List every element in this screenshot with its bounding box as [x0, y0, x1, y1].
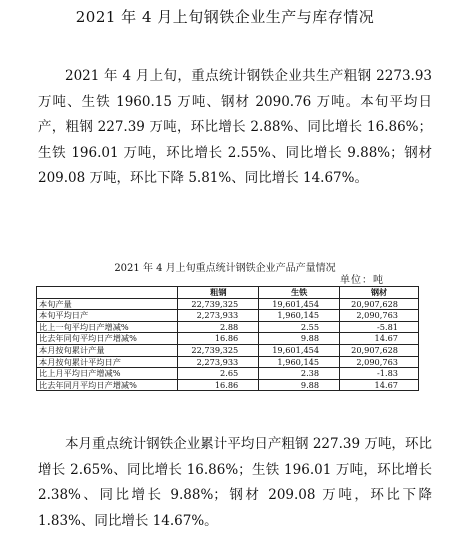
- table-cell: 16.86: [178, 379, 259, 391]
- table-cell: 22,739,325: [178, 298, 259, 310]
- table-cell: 2.55: [259, 321, 340, 333]
- monthly-summary-paragraph: 本月重点统计钢铁企业累计平均日产粗钢 227.39 万吨，环比增长 2.65%、同比增长 16.86%；生铁 196.01 万吨，环比增长 2.38%、同比增长 9.88%；钢材 209.08 万吨，环比下降 1.83%、同比增长 14.67%。: [38, 436, 432, 529]
- table-row: [37, 321, 419, 333]
- table-cell: 1,960,145: [259, 310, 340, 322]
- table-cell: 2.65: [178, 368, 259, 380]
- row-label: 比去年同月平均日产增减%: [37, 379, 178, 391]
- table-cell: 2,090,763: [340, 310, 419, 322]
- table-cell: 16.86: [178, 333, 259, 345]
- table-title: 2021 年 4 月上旬重点统计钢铁企业产品产量情况: [114, 263, 336, 274]
- table-header-row: [37, 287, 419, 299]
- table-row: [37, 356, 419, 368]
- row-label: 比上一旬平均日产增减%: [37, 321, 178, 333]
- row-label: 本月按旬累计产量: [37, 344, 178, 356]
- table-header-cell: 生铁: [259, 287, 340, 299]
- table-header-cell: [37, 287, 178, 299]
- row-label: 比去年同旬平均日产增减%: [37, 333, 178, 345]
- document-title: 2021 年 4 月上旬钢铁企业生产与库存情况: [75, 8, 375, 26]
- row-label: 比上月平均日产增减%: [37, 368, 178, 380]
- table-row: [37, 310, 419, 322]
- table-cell: 19,601,454: [259, 298, 340, 310]
- table-cell: 14.67: [340, 333, 419, 345]
- table-cell: 20,907,628: [340, 344, 419, 356]
- table-cell: 20,907,628: [340, 298, 419, 310]
- table-row: [37, 298, 419, 310]
- table-row: [37, 368, 419, 380]
- table-row: [37, 379, 419, 391]
- table-cell: 9.88: [259, 379, 340, 391]
- table-cell: 2,090,763: [340, 356, 419, 368]
- table-cell: 9.88: [259, 333, 340, 345]
- table-row: [37, 333, 419, 345]
- table-cell: -1.83: [340, 368, 419, 380]
- row-label: 本月按旬累计平均日产: [37, 356, 178, 368]
- table-cell: 1,960,145: [259, 356, 340, 368]
- table-cell: 22,739,325: [178, 344, 259, 356]
- production-table: [36, 286, 419, 391]
- table-cell: 2.88: [178, 321, 259, 333]
- row-label: 本旬平均日产: [37, 310, 178, 322]
- table-cell: 2.38: [259, 368, 340, 380]
- table-cell: 2,273,933: [178, 310, 259, 322]
- summary-paragraph: 2021 年 4 月上旬，重点统计钢铁企业共生产粗钢 2273.93 万吨、生铁 1960.15 万吨、钢材 2090.76 万吨。本旬平均日产，粗钢 227.39 万吨，环比增长 2.88%、同比增长 16.86%；生铁 196.01 万吨，环比增长 2.55%、同比增长 9.88%；钢材 209.08 万吨，环比下降 5.81%、同比增长 14.67%。: [38, 68, 432, 186]
- table-header-cell: 粗钢: [178, 287, 259, 299]
- table-cell: 19,601,454: [259, 344, 340, 356]
- table-row: [37, 344, 419, 356]
- row-label: 本旬产量: [37, 298, 178, 310]
- table-cell: 2,273,933: [178, 356, 259, 368]
- table-unit: 单位：吨: [340, 275, 384, 286]
- table-header-cell: 钢材: [340, 287, 419, 299]
- table-cell: -5.81: [340, 321, 419, 333]
- table-cell: 14.67: [340, 379, 419, 391]
